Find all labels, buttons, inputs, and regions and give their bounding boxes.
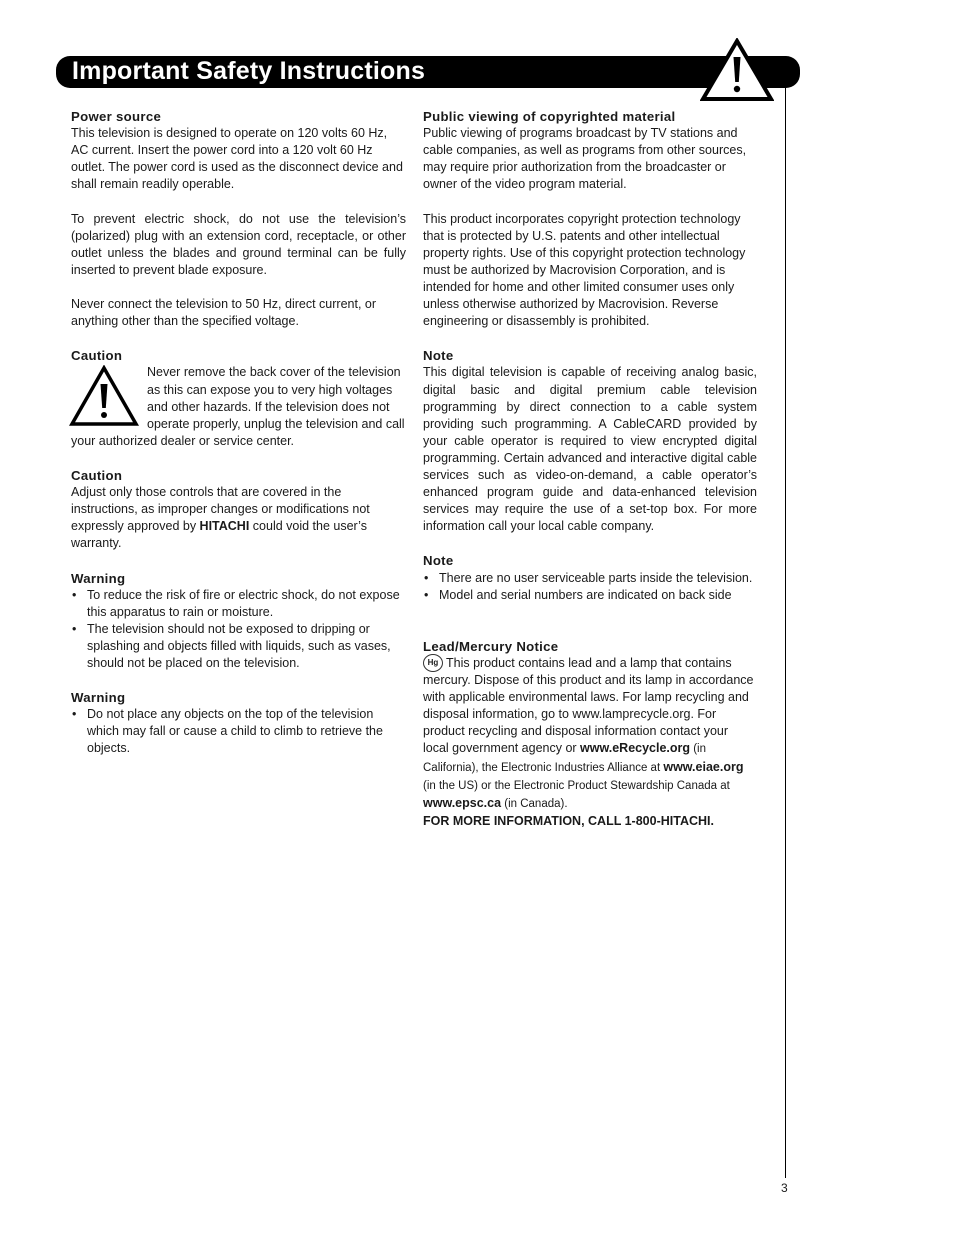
section-warning-2 — [71, 689, 406, 757]
paragraph: This television is designed to operate on 120 volts 60 Hz, AC current. Insert the power cord into a 120 volt 60 Hz outlet. The power cord is used as the disconnect device and shall remain readily operable. — [71, 126, 403, 192]
text: (in Canada). — [501, 797, 568, 810]
list-item: • The television should not be exposed to dripping or splashing and objects filled with liquids, such as vases, should not be placed on the television. — [71, 621, 406, 672]
paragraph: This product incorporates copyright protection technology that is protected by U.S. patents and other intellectual property rights. Use of this copyright protection technology must be authorized by Macrovision Corporation, and is intended for home and other limited consumer uses only unless otherwise authorized by Macrovision. Reverse engineering or disassembly is prohibited. — [423, 211, 746, 329]
section-heading: Caution — [71, 348, 123, 364]
text: (in the US) or the Electronic Product Stewardship Canada at — [423, 779, 730, 792]
section-caution-2 — [71, 467, 406, 552]
paragraph: This digital television is capable of receiving analog basic, digital basic and digital premium cable television programming by direct connection to a cable system providing such programming. A CableCARD provided by your cable operator is required to view encrypted digital programming. Certain advanced and interactive digital cable services such as video-on-demand, a cable operator’s enhanced program guide and data-enhanced television services may require the use of a set-top box. For more information call your local cable company. — [423, 365, 757, 534]
paragraph — [423, 655, 757, 813]
section-power-source — [71, 108, 406, 330]
page-number: 3 — [781, 1181, 788, 1195]
paragraph: Never remove the back cover of the television as this can expose you to very high voltages and other hazards. If the television does not operate properly, unplug the television and call your authorized dealer or service center. — [71, 365, 405, 448]
bullet-list — [71, 587, 406, 672]
page-title: Important Safety Instructions — [72, 57, 426, 85]
list-item: • Do not place any objects on the top of the television which may fall or cause a child to climb to retrieve the objects. — [71, 706, 406, 757]
link-text: www.eRecycle.org — [580, 741, 691, 756]
section-heading: Caution — [71, 467, 123, 483]
link-text: www.eiae.org — [663, 759, 744, 774]
caution-triangle-icon — [69, 365, 139, 427]
section-lead-mercury — [423, 638, 757, 830]
paragraph — [71, 484, 406, 552]
section-warning-1 — [71, 570, 406, 673]
brand-name: HITACHI — [199, 519, 250, 534]
section-heading: Warning — [71, 690, 126, 706]
text: (in California), the Electronic Industries Alliance at — [423, 743, 707, 774]
right-column — [423, 108, 757, 847]
list-item: • Model and serial numbers are indicated on back side — [423, 587, 757, 604]
mercury-hg-icon: Hg — [423, 654, 443, 672]
paragraph: Public viewing of programs broadcast by TV stations and cable companies, as well as programs from other sources, may require prior authorization from the broadcaster or owner of the video program material. — [423, 126, 747, 192]
list-item: • To reduce the risk of fire or electric shock, do not expose this apparatus to rain or moisture. — [71, 587, 406, 621]
warning-triangle-icon — [700, 38, 774, 102]
bullet-list — [71, 706, 406, 757]
call-notice-text: FOR MORE INFORMATION, CALL 1-800-HITACHI. — [423, 813, 714, 828]
section-heading: Note — [423, 348, 454, 364]
section-heading: Warning — [71, 570, 126, 586]
bullet-list — [423, 570, 757, 604]
list-item: • There are no user serviceable parts inside the television. — [423, 570, 757, 587]
section-note-1 — [423, 347, 757, 535]
section-note-2 — [423, 552, 757, 603]
section-heading: Note — [423, 553, 454, 569]
paragraph: To prevent electric shock, do not use the television’s (polarized) plug with an extension cord, receptacle, or other outlet unless the blades and ground terminal can be fully inserted to prevent blade exposure. — [71, 211, 406, 277]
link-text: www.epsc.ca — [423, 795, 502, 810]
left-column — [71, 108, 406, 775]
section-public-viewing — [423, 108, 757, 330]
section-caution-1 — [71, 347, 406, 450]
text: could void the user’s warranty. — [71, 519, 367, 551]
section-heading: Power source — [71, 109, 162, 124]
call-notice — [423, 813, 757, 830]
paragraph: Never connect the television to 50 Hz, direct current, or anything other than the specified voltage. — [71, 297, 377, 329]
section-heading: Lead/Mercury Notice — [423, 638, 559, 654]
text: Adjust only those controls that are covered in the instructions, as improper changes or modifications not expressly approved by — [71, 485, 370, 534]
section-heading: Public viewing of copyrighted material — [423, 109, 676, 124]
text: This product contains lead and a lamp that contains mercury. Dispose of this product and its lamp in accordance with applicable environmental laws. For lamp recycling and disposal information, go to www.lamprecycle.org. For product recycling and disposal information contact your local government agency or — [423, 656, 754, 756]
margin-rule — [785, 88, 786, 1178]
